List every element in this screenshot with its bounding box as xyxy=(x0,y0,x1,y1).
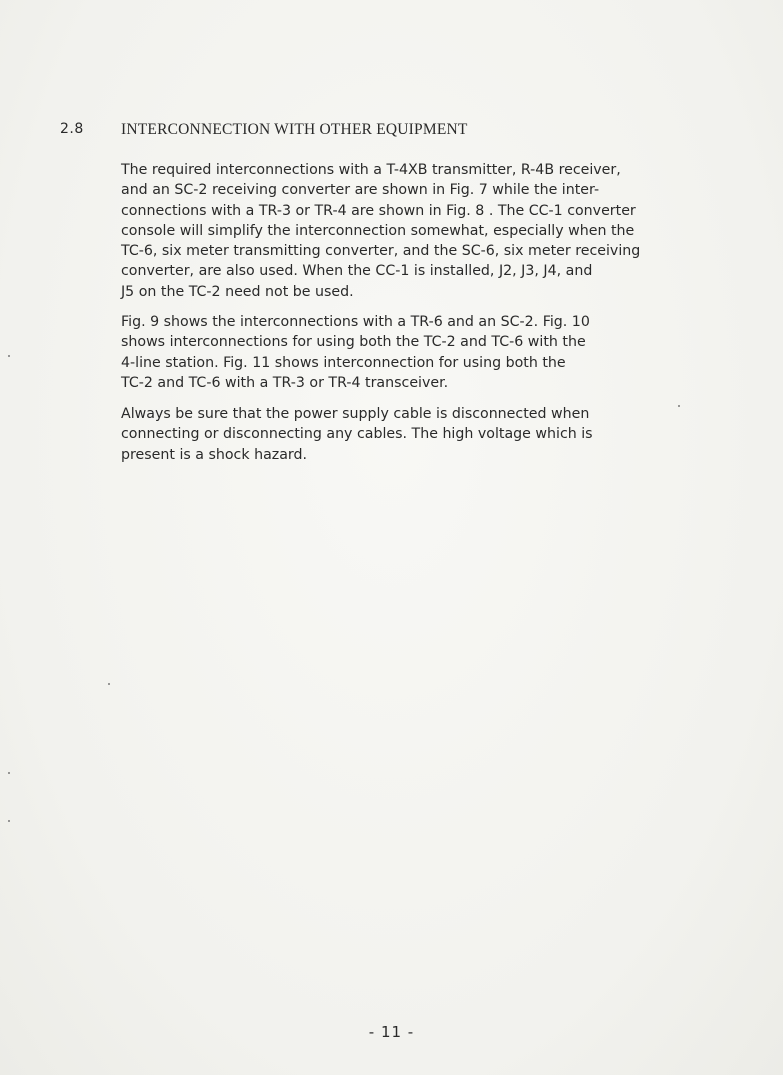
paragraph-line: Always be sure that the power supply cable is disconnected when xyxy=(121,406,590,422)
paragraph-line: and an SC-2 receiving converter are shown in Fig. 7 while the inter- xyxy=(121,182,600,199)
paragraph-line: The required interconnections with a T-4XB transmitter, R-4B receiver, xyxy=(121,162,621,178)
scan-speck xyxy=(108,683,110,685)
paragraph-line: console will simplify the interconnection somewhat, especially when the xyxy=(121,222,635,239)
scan-speck xyxy=(678,405,680,407)
paragraph-line: TC-6, six meter transmitting converter, and the SC-6, six meter receiving xyxy=(121,243,641,260)
section-number: 2.8 xyxy=(60,121,84,137)
scan-speck xyxy=(8,820,10,822)
paragraph-line: converter, are also used. When the CC-1 is installed, J2, J3, J4, and xyxy=(121,263,593,280)
paragraph-line: 4-line station. Fig. 11 shows interconnection for using both the xyxy=(121,354,566,371)
paragraph-line: TC-2 and TC-6 with a TR-3 or TR-4 transceiver. xyxy=(121,374,449,391)
scan-speck xyxy=(8,355,10,357)
paragraph-line: J5 on the TC-2 need not be used. xyxy=(121,283,354,300)
scan-speck xyxy=(8,772,10,774)
paragraph-line: shows interconnections for using both the TC-2 and TC-6 with the xyxy=(121,334,586,351)
section-title: INTERCONNECTION WITH OTHER EQUIPMENT xyxy=(121,121,468,138)
paragraph-interconnections xyxy=(121,160,640,302)
paragraph-line: present is a shock hazard. xyxy=(121,446,308,463)
paragraph-line: connecting or disconnecting any cables. The high voltage which is xyxy=(121,426,593,443)
page-number: - 11 - xyxy=(368,1023,415,1041)
paragraph-safety-warning xyxy=(121,404,593,465)
paragraph-line: connections with a TR-3 or TR-4 are shown in Fig. 8 . The CC-1 converter xyxy=(121,202,636,219)
paragraph-line: Fig. 9 shows the interconnections with a TR-6 and an SC-2. Fig. 10 xyxy=(121,314,590,330)
paragraph-figures xyxy=(121,312,590,393)
